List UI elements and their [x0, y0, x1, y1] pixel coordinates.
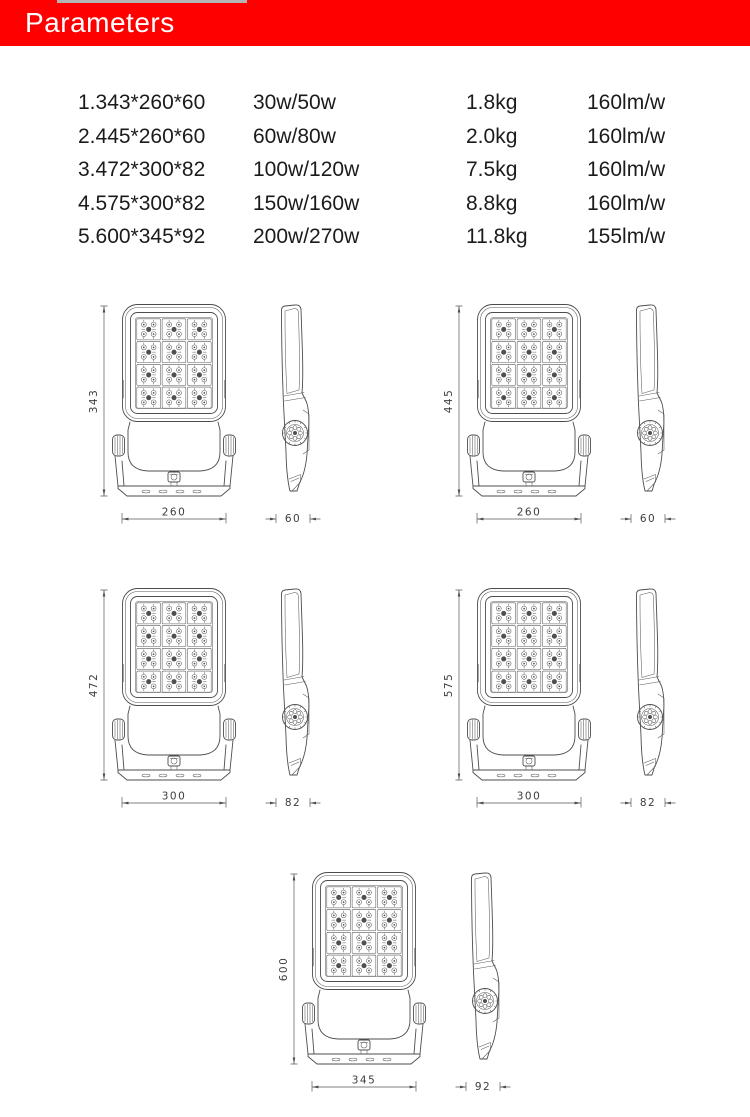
floodlight-side-view: [637, 305, 665, 491]
spec-power: 150w/160w: [253, 191, 360, 215]
depth-dimension-label: 60: [284, 513, 302, 525]
floodlight-front-view: [468, 305, 591, 497]
width-dimension-label: 260: [161, 506, 187, 519]
dimension-lines: [291, 874, 511, 1092]
depth-dimension-label: 82: [284, 797, 302, 809]
spec-row: [78, 86, 665, 120]
width-dimension-label: 300: [516, 790, 542, 803]
spec-weight: 11.8kg: [466, 225, 528, 248]
spec-efficacy: 160lm/w: [587, 91, 666, 114]
floodlight-side-view: [282, 305, 310, 491]
width-dimension-label: 260: [516, 506, 542, 519]
floodlight-front-view: [468, 589, 591, 781]
spec-row: [78, 187, 665, 221]
section-header: [0, 0, 750, 46]
floodlight-front-view: [303, 873, 426, 1065]
height-dimension-label: 445: [443, 388, 455, 414]
floodlight-drawing-4: [435, 580, 699, 816]
section-title: Parameters: [25, 7, 175, 38]
dimension-lines: [101, 306, 321, 524]
spec-power: 100w/120w: [253, 158, 360, 181]
spec-weight: 2.0kg: [466, 124, 518, 148]
dimension-lines: [456, 306, 676, 524]
height-dimension-label: 600: [278, 956, 290, 982]
spec-size: 2.445*260*60: [78, 124, 206, 148]
width-dimension-label: 345: [351, 1074, 377, 1087]
spec-size: 3.472*300*82: [78, 158, 206, 181]
spec-efficacy: 160lm/w: [587, 191, 666, 215]
floodlight-drawing-3: [80, 580, 344, 816]
width-dimension-label: 300: [161, 790, 187, 803]
spec-size: 1.343*260*60: [78, 91, 206, 114]
spec-table: [78, 86, 665, 254]
floodlight-drawing-2: [435, 296, 699, 532]
spec-size: 5.600*345*92: [78, 225, 206, 248]
floodlight-drawing-5: [270, 864, 534, 1100]
floodlight-front-view: [113, 305, 236, 497]
spec-row: [78, 220, 665, 254]
spec-row: [78, 120, 665, 154]
dimension-lines: [101, 590, 321, 808]
spec-efficacy: 155lm/w: [587, 225, 666, 248]
spec-power: 60w/80w: [253, 124, 336, 148]
depth-dimension-label: 92: [474, 1081, 492, 1093]
spec-weight: 8.8kg: [466, 191, 518, 215]
header-top-line: [57, 0, 247, 3]
spec-weight: 1.8kg: [466, 91, 518, 114]
floodlight-side-view: [637, 589, 665, 775]
spec-efficacy: 160lm/w: [587, 158, 666, 181]
floodlight-drawing-1: [80, 296, 344, 532]
depth-dimension-label: 60: [639, 513, 657, 525]
floodlight-front-view: [113, 589, 236, 781]
dimension-lines: [456, 590, 676, 808]
floodlight-side-view: [282, 589, 310, 775]
floodlight-side-view: [472, 873, 500, 1059]
spec-size: 4.575*300*82: [78, 191, 206, 215]
spec-power: 200w/270w: [253, 225, 360, 248]
height-dimension-label: 575: [443, 672, 455, 698]
spec-power: 30w/50w: [253, 91, 336, 114]
spec-efficacy: 160lm/w: [587, 124, 666, 148]
height-dimension-label: 472: [88, 672, 100, 698]
depth-dimension-label: 82: [639, 797, 657, 809]
spec-weight: 7.5kg: [466, 158, 518, 181]
height-dimension-label: 343: [88, 388, 100, 414]
spec-row: [78, 153, 665, 187]
